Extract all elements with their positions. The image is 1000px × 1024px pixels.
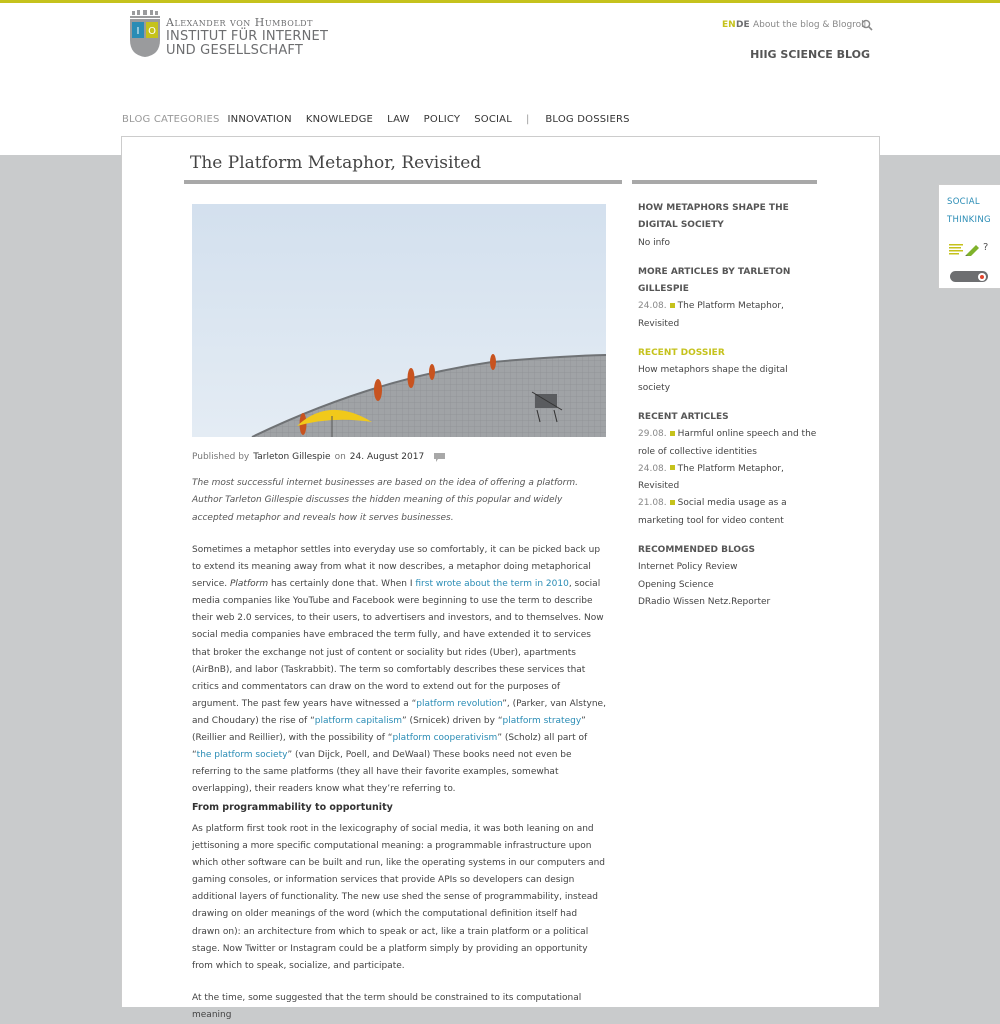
link-first-wrote-2010[interactable]: first wrote about the term in 2010	[415, 579, 569, 590]
social-thinking-widget	[938, 184, 1000, 289]
nav-item-policy[interactable]: POLICY	[423, 113, 461, 125]
article-paragraph-2: As platform first took root in the lexicography of social media, it was both leaning on and jettisoning a more specific computational meaning: a programmable infrastructure upon which other software can be built and run, like the operating systems in our computers and gaming consoles, or information services that provide APIs so developers can design additional layers of functionality. The new use shed the sense of programmability, instead drawing on older meanings of the word (which the computational definition itself had drawn on): an architecture from which to speak or act, like a train platform or a political stage. Now Twitter or Instagram could be a platform simply by providing an opportunity from which to speak, socialize, and participate.	[192, 824, 606, 971]
article-byline	[192, 452, 445, 462]
sidebar-article-title[interactable]: Social media usage as a marketing tool for video content	[638, 498, 787, 526]
byline-date: 24. August 2017	[349, 452, 425, 462]
widget-social-label[interactable]: SOCIAL	[947, 197, 980, 207]
logo-wordmark	[166, 10, 328, 58]
sidebar-article-title[interactable]: The Platform Metaphor, Revisited	[638, 463, 784, 492]
about-blog-link[interactable]: About the blog & Blogroll	[753, 20, 867, 30]
p1-text-e: ” (Srnicek) driven by “	[402, 715, 503, 726]
sidebar	[638, 200, 818, 623]
link-platform-revolution[interactable]: platform revolution	[416, 698, 503, 709]
sidebar-recent-dossier-heading: RECENT DOSSIER	[638, 348, 725, 359]
link-platform-society[interactable]: the platform society	[196, 750, 288, 761]
nav-categories-label: BLOG CATEGORIES	[122, 113, 220, 125]
sidebar-article-item[interactable]	[638, 461, 818, 496]
nav-item-law[interactable]: LAW	[387, 113, 410, 125]
pencil-icon	[965, 245, 980, 256]
notes-pencil-icon[interactable]	[949, 242, 981, 256]
byline-on: on	[334, 452, 346, 462]
sidebar-recommended-heading: RECOMMENDED BLOGS	[638, 545, 755, 556]
search-icon[interactable]	[861, 19, 873, 31]
sidebar-divider	[632, 180, 817, 184]
p1-text-a: Sometimes a metaphor settles into everyday use so comfortably, it can be picked back up to extend its meaning away from what it now describes, a metaphor doing metaphorical service.	[192, 545, 601, 590]
link-platform-strategy[interactable]: platform strategy	[502, 715, 582, 726]
logo-line-2: INSTITUT FÜR INTERNET	[166, 29, 329, 44]
sidebar-dossier-info	[638, 200, 818, 252]
sidebar-recommended-blogs	[638, 542, 818, 611]
blog-title[interactable]: HIIG SCIENCE BLOG	[750, 48, 870, 61]
article-lede: The most successful internet businesses are based on the idea of offering a platform. Author Tarleton Gillespie discusses the hidden meaning of this popular and widely accepted metaphor and reveals how it serves businesses.	[192, 478, 578, 523]
logo-line-3: UND GESELLSCHAFT	[166, 43, 304, 58]
widget-help-question[interactable]: ?	[983, 242, 989, 253]
nav-item-social[interactable]: SOCIAL	[474, 113, 512, 125]
toggle-icon[interactable]	[950, 271, 988, 282]
sidebar-recent-dossier	[638, 345, 818, 397]
p1-text-h: ” (van Dijck, Poell, and DeWaal) These books need not even be referring to the same platforms (they all have their favorite examples, somewhat overlapping), their readers know what they’re referring to.	[192, 750, 572, 795]
nav-separator: |	[525, 113, 530, 125]
byline-published-by: Published by	[192, 452, 250, 462]
sidebar-dossier-text: No info	[638, 237, 670, 248]
nav-item-knowledge[interactable]: KNOWLEDGE	[305, 113, 374, 125]
bullet-icon	[670, 303, 675, 308]
sidebar-more-by-author	[638, 264, 818, 333]
language-de-link[interactable]: DE	[736, 20, 750, 30]
notes-icon	[949, 244, 963, 255]
site-logo[interactable]	[129, 10, 329, 60]
p1-text-c: , social media companies like YouTube and Facebook were beginning to use the term to describe their web 2.0 services, to their users, to advertisers and investors, and to themselves. Now social media companies have embraced the term fully, and have extended it to services that broker the exchange not just of content or sociality but rides (Uber), apartments (AirBnB), and labor (Taskrabbit). The term so comfortably describes these services that critics and commentators can draw on the word to extend out for the purposes of argument. The past few years have witnessed a “	[192, 579, 604, 709]
comment-icon[interactable]	[434, 453, 445, 462]
sidebar-article-title[interactable]: Harmful online speech and the role of collective identities	[638, 429, 817, 457]
p1-platform-word: Platform	[229, 579, 269, 590]
bullet-icon	[670, 500, 675, 505]
sidebar-more-by-heading: MORE ARTICLES BY TARLETON GILLESPIE	[638, 266, 791, 295]
sidebar-article-item[interactable]	[638, 298, 818, 333]
p1-text-b: has certainly done that. When I	[268, 579, 416, 590]
recommended-blog-link[interactable]: Internet Policy Review	[638, 562, 738, 573]
bullet-icon	[670, 431, 675, 436]
byline-author-link[interactable]: Tarleton Gillespie	[253, 452, 331, 462]
article-paragraph-3: At the time, some suggested that the term should be constrained to its computational meaning	[192, 993, 582, 1021]
p1-text-g: ” (Scholz) all part of “	[192, 733, 588, 761]
sidebar-article-date: 24.08.	[638, 463, 667, 474]
sidebar-dossier-heading[interactable]: HOW METAPHORS SHAPE THE DIGITAL SOCIETY	[638, 203, 789, 231]
sidebar-article-date: 21.08.	[638, 498, 667, 509]
title-divider	[184, 180, 622, 184]
article-hero-image	[192, 204, 606, 437]
recommended-blog-link[interactable]: Opening Science	[638, 579, 714, 590]
p1-text-d: ”, (Parker, van Alstyne, and Choudary) the rise of “	[192, 698, 606, 726]
nav-item-blog-dossiers[interactable]: BLOG DOSSIERS	[545, 113, 630, 125]
widget-thinking-label[interactable]: THINKING	[947, 215, 991, 225]
p1-text-f: ” (Reillier and Reillier), with the possibility of “	[192, 715, 586, 744]
sidebar-article-title[interactable]: The Platform Metaphor, Revisited	[638, 301, 784, 329]
link-platform-cooperativism[interactable]: platform cooperativism	[392, 733, 498, 744]
sidebar-article-item[interactable]	[638, 426, 818, 461]
logo-line-1: Alexander von Humboldt	[166, 16, 313, 29]
language-en-link[interactable]: EN	[722, 20, 736, 30]
sidebar-recent-articles	[638, 409, 818, 530]
sidebar-article-item[interactable]	[638, 495, 818, 530]
article-paragraph-1	[192, 542, 606, 798]
svg-text:O: O	[148, 26, 156, 37]
institute-logo-icon	[129, 10, 161, 58]
article-subheading: From programmability to opportunity	[192, 802, 393, 813]
link-platform-capitalism[interactable]: platform capitalism	[314, 715, 403, 726]
nav-item-innovation[interactable]: INNOVATION	[227, 113, 292, 125]
sidebar-recent-dossier-link[interactable]: How metaphors shape the digital society	[638, 365, 788, 393]
article-title: The Platform Metaphor, Revisited	[190, 153, 482, 173]
sidebar-article-date: 24.08.	[638, 301, 667, 312]
category-nav	[122, 112, 644, 126]
recommended-blog-link[interactable]: DRadio Wissen Netz.Reporter	[638, 596, 771, 607]
bullet-icon	[670, 465, 675, 470]
sidebar-article-date: 29.08.	[638, 429, 667, 440]
toggle-status-dot	[980, 275, 984, 279]
svg-text:I: I	[136, 26, 140, 37]
sidebar-recent-articles-heading: RECENT ARTICLES	[638, 411, 729, 422]
